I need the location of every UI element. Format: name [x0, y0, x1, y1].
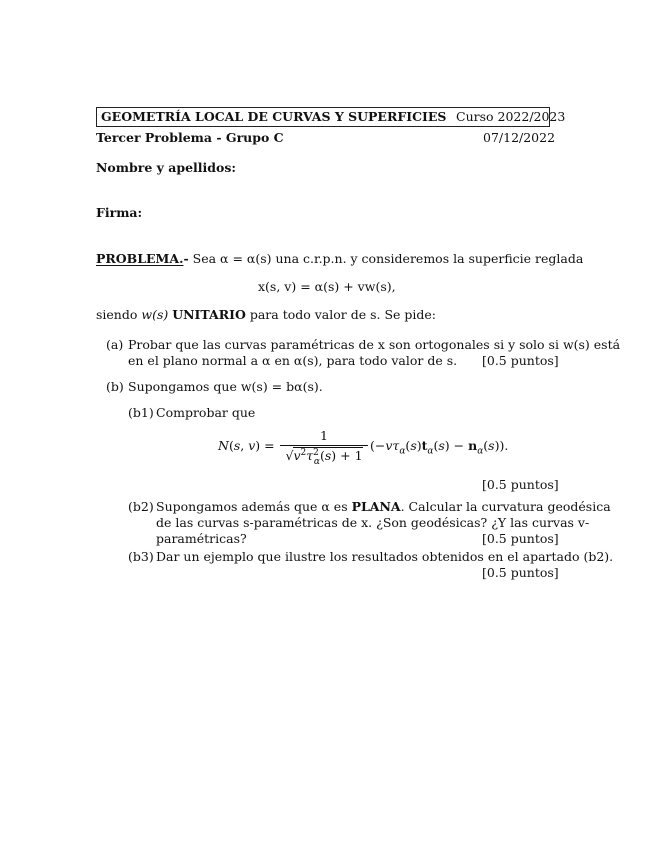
signature-label: Firma: [96, 205, 143, 220]
condition-bold: UNITARIO [172, 307, 246, 322]
item-a-line1: Probar que las curvas paramétricas de x son ortogonales si y solo si w(s) está [128, 337, 621, 352]
item-b2-line2: de las curvas s-paramétricas de x. ¿Son geodésicas? ¿Y las curvas v- [156, 515, 590, 530]
item-b2-points: [0.5 puntos] [482, 531, 559, 546]
problem-heading-dash: - [183, 251, 189, 266]
item-b2-line1-post: . Calcular la curvatura geodésica [400, 499, 611, 514]
surface-equation: x(s, v) = α(s) + vw(s), [258, 279, 396, 294]
condition-line [96, 307, 436, 323]
item-b2-line1-pre: Supongamos además que α es [156, 499, 348, 514]
item-b3-line1: Dar un ejemplo que ilustre los resultados obtenidos en el apartado (b2). [156, 549, 614, 564]
item-b3-points: [0.5 puntos] [482, 565, 559, 580]
item-b2-line1-bold: PLANA [351, 499, 401, 514]
item-a-label: (a) [106, 337, 124, 352]
header-title: GEOMETRÍA LOCAL DE CURVAS Y SUPERFICIES [101, 109, 447, 124]
item-b1-text: Comprobar que [156, 405, 256, 420]
item-b-text: Supongamos que w(s) = bα(s). [128, 379, 323, 394]
problem-intro: Sea α = α(s) una c.r.p.n. y consideremos la superficie reglada [192, 251, 584, 266]
item-b1-points: [0.5 puntos] [482, 477, 559, 492]
header-subtitle: Tercer Problema - Grupo C [96, 130, 284, 145]
problem-intro-line [96, 251, 583, 267]
item-b1-label: (b1) [128, 405, 154, 420]
item-a-line2: en el plano normal a α en α(s), para todo valor de s. [128, 353, 458, 368]
name-label: Nombre y apellidos: [96, 160, 237, 175]
condition-post: para todo valor de s. Se pide: [249, 307, 437, 322]
header-date: 07/12/2022 [483, 130, 556, 145]
item-b2-label: (b2) [128, 499, 154, 514]
normal-vector-formula: N(s, v) = 1 $√v^2\tau^2_\alpha(s) + 1$ $(-v\tau_\alpha(s)t_\alpha(s) - n_\alpha(s))$. [218, 428, 509, 467]
item-a-points: [0.5 puntos] [482, 353, 559, 368]
header-course: Curso 2022/2023 [456, 109, 566, 124]
item-b-label: (b) [106, 379, 124, 394]
item-b2-line1 [156, 499, 611, 515]
problem-heading: PROBLEMA. [96, 251, 184, 266]
item-b2-line3: paramétricas? [156, 531, 247, 546]
item-b3-label: (b3) [128, 549, 154, 564]
condition-w: w(s) [141, 307, 169, 322]
condition-pre: siendo [96, 307, 138, 322]
